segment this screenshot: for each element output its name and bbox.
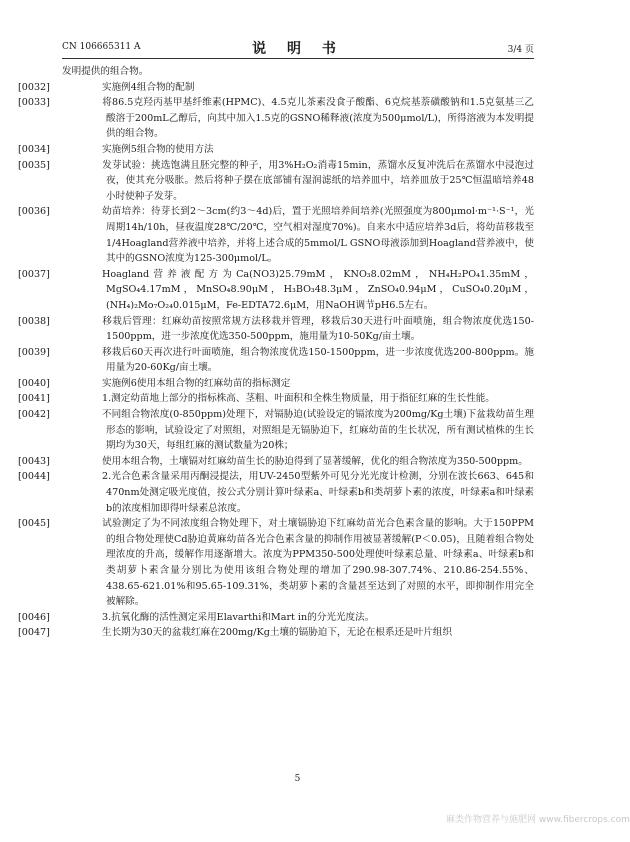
paragraph <box>18 391 534 407</box>
paragraph <box>18 469 534 516</box>
paragraph <box>18 625 534 641</box>
page-header <box>62 38 534 56</box>
paragraph-text: 使用本组合物，土壤镉对红麻幼苗生长的胁迫得到了显著缓解，优化的组合物浓度为350-500ppm。 <box>102 455 528 467</box>
paragraph <box>18 80 534 96</box>
patent-number: CN 106665311 A <box>62 42 141 52</box>
paragraph-number: [0036] <box>18 206 50 218</box>
paragraph <box>18 314 534 345</box>
paragraph-text: 3.抗氧化酶的活性测定采用Elavarthi和Mart in的分光光度法。 <box>102 611 375 623</box>
paragraph-text: 实施例5组合物的使用方法 <box>102 143 214 155</box>
paragraph-number: [0046] <box>18 611 50 623</box>
paragraph <box>18 158 534 205</box>
document-title: 说 明 书 <box>252 41 344 57</box>
paragraph-text: 将86.5克羟丙基甲基纤维素(HPMC)、4.5克儿茶素没食子酸酯、6克烷基萘磺酸钠和1.5克氨基三乙酸溶于200mL乙醇后，向其中加入1.5克的GSNO稀释液(浓度为500μmol/L)，所得溶液为本发明提供的组合物。 <box>102 97 534 140</box>
paragraph-text: 移栽后60天再次进行叶面喷施，组合物浓度优选150-1500ppm，进一步浓度优选200-800ppm。施用量为20-60Kg/亩土壤。 <box>102 346 534 374</box>
paragraph-text: 发芽试验：挑选饱满且胚完整的种子，用3%H₂O₂消毒15min，蒸馏水反复冲洗后在蒸馏水中浸泡过夜，使其充分吸胀。然后将种子摆在底部铺有湿润滤纸的培养皿中，培养皿放于25℃恒温暗培养48小时使种子发芽。 <box>102 159 534 202</box>
watermark: 麻类作物营养与施肥网 www.fibercrops.com <box>446 815 630 825</box>
paragraph-number: [0041] <box>18 393 50 405</box>
paragraph-number: [0037] <box>18 268 50 280</box>
paragraph <box>18 267 534 314</box>
paragraph-text: 2.光合色素含量采用丙酮浸提法，用UV-2450型紫外可见分光光度计检测，分别在波长663、645和470nm处测定吸光度值，按公式分别计算叶绿素a、叶绿素b和类胡萝卜素的浓度，叶绿素a和叶绿素b的浓度相加即得叶绿素总浓度。 <box>102 471 534 514</box>
paragraph-text: 生长期为30天的盆栽红麻在200mg/Kg土壤的镉胁迫下，无论在根系还是叶片组织 <box>102 627 453 639</box>
paragraph-text: 实施例6使用本组合物的红麻幼苗的指标测定 <box>102 377 291 389</box>
paragraph-number: [0035] <box>18 159 50 171</box>
document-body <box>18 64 534 641</box>
paragraph-text: 不同组合物浓度(0-850ppm)处理下，对镉胁迫(试验设定的镉浓度为200mg/Kg土壤)下盆栽幼苗生理形态的影响，试验设定了对照组，对照组是无镉胁迫下，红麻幼苗的生长状况，所有测试植株的生长期均为30天，每组红麻的测试数量为20株； <box>102 409 534 452</box>
paragraph <box>18 610 534 626</box>
paragraph-number: [0034] <box>18 143 50 155</box>
paragraph-number: [0047] <box>18 627 50 639</box>
paragraph-number: [0032] <box>18 81 50 93</box>
paragraph-number: [0045] <box>18 518 50 530</box>
paragraph <box>18 204 534 266</box>
paragraph <box>18 142 534 158</box>
page-of: 3/4 页 <box>507 45 534 55</box>
paragraph <box>18 454 534 470</box>
intro-line: 发明提供的组合物。 <box>62 66 149 77</box>
paragraph-number: [0039] <box>18 346 50 358</box>
paragraph-text: 试验测定了为不同浓度组合物处理下，对土壤镉胁迫下红麻幼苗光合色素含量的影响。大于150PPM的组合物处理使Cd胁迫黄麻幼苗各光合色素含量的抑制作用被显著缓解(P＜0.05)，且随着组合物处理浓度的升高，缓解作用逐渐增大。浓度为PPM350-500处理使叶绿素总量、叶绿素a、叶绿素b和类胡萝卜素含量分别比为使用该组合物处理的增加了290.98-307.74%、210.86-254.55%、438.65-621.01%和95.65-109.31%，类胡萝卜素的含量甚至达到了对照的水平，即抑制作用完全被解除。 <box>102 518 534 608</box>
paragraph-number: [0044] <box>18 471 50 483</box>
paragraph-text: 1.测定幼苗地上部分的指标株高、茎粗、叶面积和全株生物质量，用于指征红麻的生长性能。 <box>102 393 495 405</box>
paragraph <box>18 376 534 392</box>
paragraph-number: [0042] <box>18 409 50 421</box>
paragraph-number: [0038] <box>18 315 50 327</box>
header-rule <box>62 58 534 59</box>
paragraph-number: [0033] <box>18 97 50 109</box>
page-number: 5 <box>294 774 301 784</box>
paragraph <box>18 345 534 376</box>
paragraph-list <box>18 80 534 641</box>
paragraph-number: [0040] <box>18 377 50 389</box>
paragraph-text: 实施例4组合物的配制 <box>102 81 195 93</box>
paragraph-text: Hoagland营养液配方为Ca(NO3)25.79mM，KNO₃8.02mM，NH₄H₂PO₄1.35mM，MgSO₄4.17mM，MnSO₄8.90μM，H₃BO₃48.3μM，ZnSO₄0.94μM，CuSO₄0.20μM，(NH₄)₂Mo₇O₂₄0.015μM，Fe-EDTA72.6μM，用NaOH调节pH6.5左右。 <box>102 268 534 311</box>
paragraph-number: [0043] <box>18 455 50 467</box>
paragraph-text: 幼苗培养：待芽长到2～3cm(约3～4d)后，置于光照培养间培养(光照强度为800μmol·m⁻¹·S⁻¹，光周期14h/10h，昼夜温度28℃/20℃，空气相对湿度70%)。自来水中适应培养3d后，将幼苗移栽至1/4Hoagland营养液中培养，并将上述合成的5mmol/L GSNO母液添加到Hoagland营养液中，使其中的GSNO浓度为125-300μmol/L。 <box>102 206 534 265</box>
paragraph-text: 移栽后管理：红麻幼苗按照常规方法移栽并管理，移栽后30天进行叶面喷施，组合物浓度优选150-1500ppm，进一步浓度优选350-500ppm，施用量为10-50Kg/亩土壤。 <box>102 315 534 343</box>
paragraph <box>18 407 534 454</box>
paragraph <box>18 516 534 610</box>
paragraph <box>18 95 534 142</box>
